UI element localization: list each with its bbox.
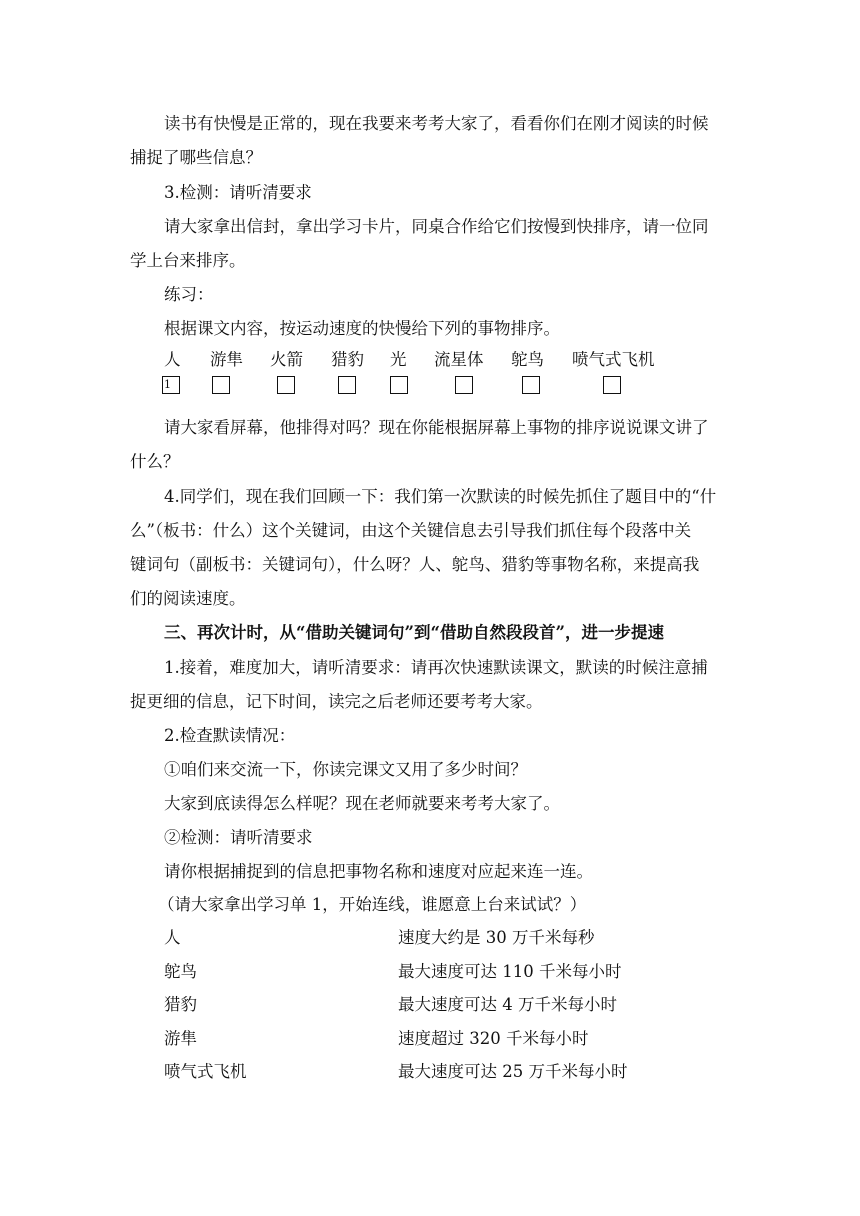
paragraph-line: 4.同学们，现在我们回顾一下：我们第一次默读的时候先抓住了题目中的“什 xyxy=(164,487,717,506)
answer-box[interactable] xyxy=(212,376,230,394)
match-speed: 速度超过 320 千米每小时 xyxy=(398,1029,589,1048)
paragraph-line: 什么？ xyxy=(130,452,180,471)
answer-box[interactable]: 1 xyxy=(162,376,180,394)
match-name: 鸵鸟 xyxy=(164,962,197,981)
answer-box[interactable] xyxy=(277,376,295,394)
paragraph-line: 请大家拿出信封，拿出学习卡片，同桌合作给它们按慢到快排序，请一位同 xyxy=(164,217,709,236)
paragraph-line: 2.检查默读情况： xyxy=(164,726,296,745)
paragraph-line: 捉更细的信息，记下时间，读完之后老师还要考考大家。 xyxy=(130,692,543,711)
match-speed: 最大速度可达 110 千米每小时 xyxy=(398,962,622,981)
paragraph-line: 3.检测：请听清要求 xyxy=(164,183,312,202)
match-speed: 速度大约是 30 万千米每秒 xyxy=(398,928,595,947)
answer-box[interactable] xyxy=(338,376,356,394)
paragraph-line: 学上台来排序。 xyxy=(130,251,246,270)
match-name: 喷气式飞机 xyxy=(164,1062,247,1081)
paragraph-line: ①咱们来交流一下，你读完课文又用了多少时间？ xyxy=(164,760,527,779)
match-name: 人 xyxy=(164,928,181,947)
match-speed: 最大速度可达 4 万千米每小时 xyxy=(398,995,617,1014)
answer-box[interactable] xyxy=(455,376,473,394)
answer-box[interactable] xyxy=(390,376,408,394)
answer-box[interactable] xyxy=(522,376,540,394)
answer-box[interactable] xyxy=(603,376,621,394)
match-speed: 最大速度可达 25 万千米每小时 xyxy=(398,1062,628,1081)
paragraph-line: 键词句（副板书：关键词句），什么呀？人、鸵鸟、猎豹等事物名称，来提高我 xyxy=(130,555,700,574)
paragraph-line: 么”（板书：什么）这个关键词，由这个关键信息去引导我们抓住每个段落中关 xyxy=(130,521,692,540)
section-heading: 三、再次计时，从“借助关键词句”到“借助自然段段首”，进一步提速 xyxy=(164,623,664,642)
paragraph-line: 捕捉了哪些信息？ xyxy=(130,148,262,167)
sort-item: 光 xyxy=(390,350,407,369)
paragraph-line: 1.接着，难度加大，请听清要求：请再次快速默读课文，默读的时候注意捕 xyxy=(164,658,708,677)
paragraph-line: （请大家拿出学习单 1，开始连线，谁愿意上台来试试？） xyxy=(158,895,587,914)
sort-item: 流星体 xyxy=(434,350,484,369)
match-name: 猎豹 xyxy=(164,995,197,1014)
paragraph-line: 大家到底读得怎么样呢？现在老师就要来考考大家了。 xyxy=(164,794,560,813)
paragraph-line: 根据课文内容，按运动速度的快慢给下列的事物排序。 xyxy=(164,319,560,338)
sort-item: 游隼 xyxy=(210,350,243,369)
sort-item: 火箭 xyxy=(270,350,303,369)
paragraph-line: 练习： xyxy=(164,285,214,304)
paragraph-line: 请大家看屏幕，他排得对吗？现在你能根据屏幕上事物的排序说说课文讲了 xyxy=(164,418,709,437)
sort-item: 喷气式飞机 xyxy=(572,350,655,369)
paragraph-line: 请你根据捕捉到的信息把事物名称和速度对应起来连一连。 xyxy=(164,862,593,881)
paragraph-line: ②检测：请听清要求 xyxy=(164,828,313,847)
sort-item: 猎豹 xyxy=(331,350,364,369)
sort-item: 人 xyxy=(164,350,181,369)
sort-item: 鸵鸟 xyxy=(511,350,544,369)
match-name: 游隼 xyxy=(164,1029,197,1048)
paragraph-line: 读书有快慢是正常的，现在我要来考考大家了，看看你们在刚才阅读的时候 xyxy=(164,114,709,133)
paragraph-line: 们的阅读速度。 xyxy=(130,589,246,608)
